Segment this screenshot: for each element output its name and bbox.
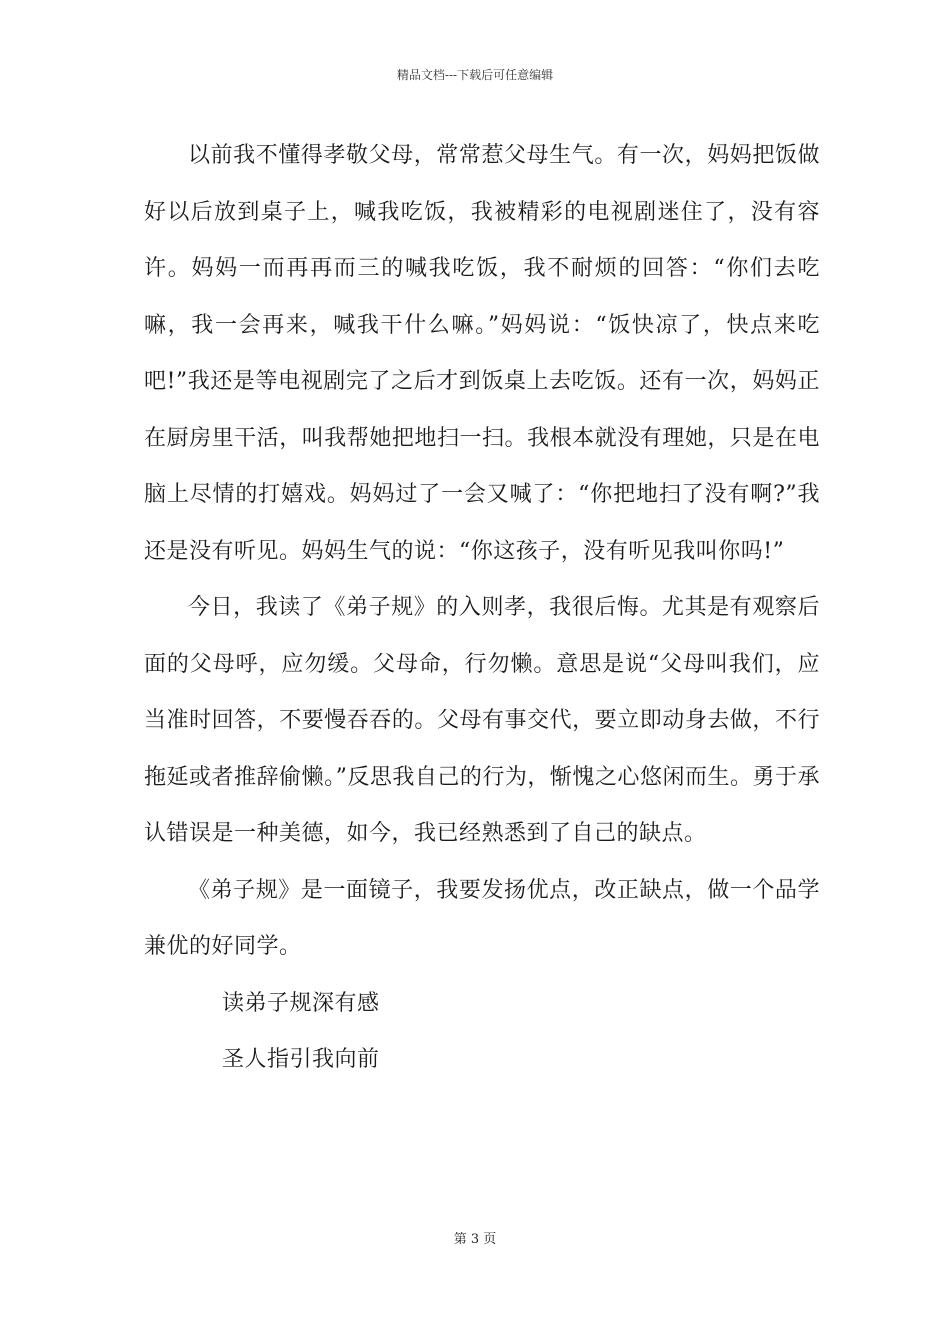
page-number: 第 3 页 (453, 1232, 497, 1247)
document-body (144, 128, 820, 1089)
title-line-1: 读弟子规深有感 (222, 990, 380, 1016)
page-header: 精品文档---下载后可任意编辑 (396, 68, 554, 82)
paragraph-3: 《弟子规》是一面镜子，我要发扬优点，改正缺点，做一个品学兼优的好同学。 (144, 877, 820, 959)
title-line-2: 圣人指引我向前 (222, 1047, 380, 1072)
paragraph-2: 今日，我读了《弟子规》的入则孝，我很后悔。尤其是有观察后面的父母呼，应勿缓。父母命，行勿懒。意思是说“父母叫我们，应当准时回答，不要慢吞吞的。父母有事交代，要立即动身去做，不行拖延或者推辞偷懒。”反思我自己的行为，惭愧之心悠闲而生。勇于承认错误是一种美德，如今，我已经熟悉到了自己的缺点。 (144, 595, 820, 846)
paragraph-1: 以前我不懂得孝敬父母，常常惹父母生气。有一次，妈妈把饭做好以后放到桌子上，喊我吃饭，我被精彩的电视剧迷住了，没有容许。妈妈一而再再而三的喊我吃饭，我不耐烦的回答：“你们去吃嘛，我一会再来，喊我干什么嘛。”妈妈说：“饭快凉了，快点来吃吧!”我还是等电视剧完了之后才到饭桌上去吃饭。还有一次，妈妈正在厨房里干活，叫我帮她把地扫一扫。我根本就没有理她，只是在电脑上尽情的打嬉戏。妈妈过了一会又喊了：“你把地扫了没有啊?”我还是没有听见。妈妈生气的说：“你这孩子，没有听见我叫你吗!” (144, 143, 820, 564)
